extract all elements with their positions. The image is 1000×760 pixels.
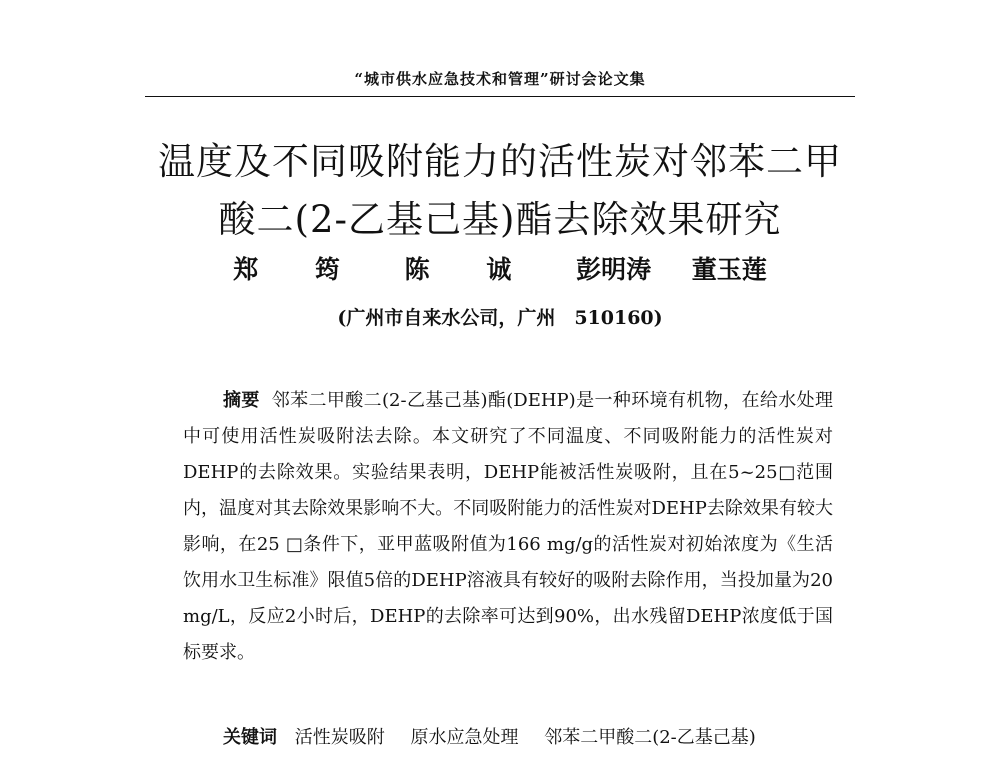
author-3: 彭明涛 (576, 255, 652, 284)
running-header: “城市供水应急技术和管理”研讨会论文集 (354, 70, 646, 88)
keyword-1: 活性炭吸附 (294, 727, 385, 748)
abstract-text: 邻苯二甲酸二(2-乙基己基)酯(DEHP)是一种环境有机物，在给水处理中可使用活性炭吸附法去除。本文研究了不同温度、不同吸附能力的活性炭对DEHP的去除效果。实验结果表明，DEHP能被活性炭吸附，且在5~25□范围内，温度对其去除效果影响不大。不同吸附能力的活性炭对DEHP去除效果有较大影响，在25 □条件下，亚甲蓝吸附值为166 mg/g的活性炭对初始浓度为《生活饮用水卫生标准》限值5倍的DEHP溶液具有较好的吸附去除作用，当投加量为20 mg/L，反应2小时后，DEHP的去除率可达到90%，出水残留DEHP浓度低于国标要求。 (183, 390, 833, 663)
author-1: 郑 筠 (233, 255, 364, 284)
paper-title-line-2: 酸二(2-乙基己基)酯去除效果研究 (218, 198, 782, 241)
author-4: 董玉莲 (691, 255, 767, 284)
author-2: 陈 诚 (404, 255, 536, 284)
keyword-3: 邻苯二甲酸二(2-乙基己基) (544, 727, 756, 748)
abstract (183, 383, 833, 671)
affiliation: (广州市自来水公司，广州 510160) (337, 307, 663, 329)
paper-title-line-1: 温度及不同吸附能力的活性炭对邻苯二甲 (158, 140, 842, 183)
keyword-2: 原水应急处理 (410, 727, 519, 748)
keywords-label: 关键词 (223, 727, 277, 748)
abstract-label: 摘要 (223, 390, 260, 411)
author-list (0, 250, 1000, 286)
header-rule (145, 96, 855, 97)
keywords (183, 720, 833, 756)
